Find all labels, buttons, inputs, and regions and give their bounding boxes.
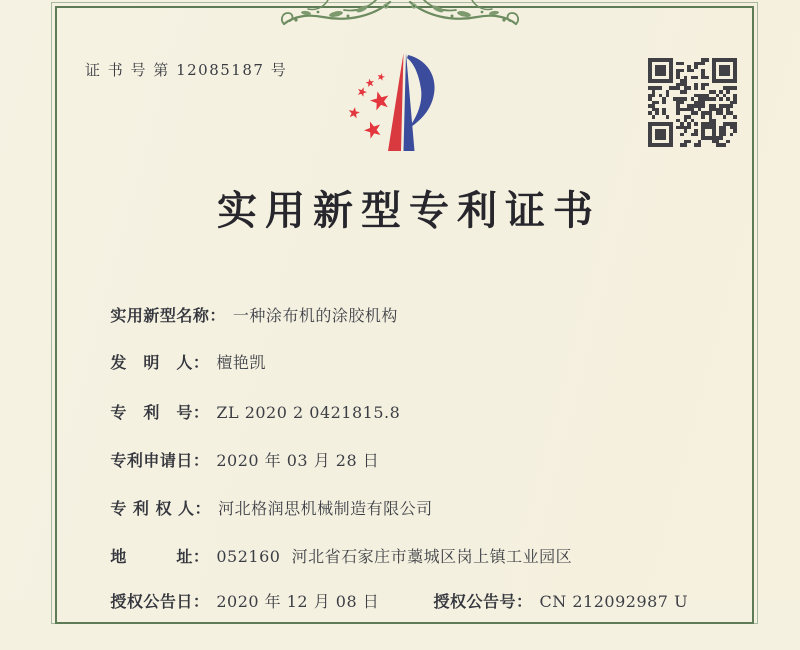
field-value: 檀艳凯 <box>216 353 266 372</box>
field-label: 专利申请日： <box>110 451 210 470</box>
field-value: ZL 2020 2 0421815.8 <box>216 403 401 422</box>
field-value: 2020 年 12 月 08 日 <box>216 592 380 611</box>
field-row-grant-date <box>88 570 788 650</box>
logo-blue-wedge <box>404 53 415 151</box>
cnipa-logo <box>330 40 470 170</box>
logo-stars <box>348 72 392 140</box>
qr-code <box>648 58 737 147</box>
field-value: 一种涂布机的涂胶机构 <box>232 306 398 325</box>
field-label: 专 利 号： <box>110 403 210 422</box>
logo-red-wedge <box>388 53 404 151</box>
top-ornament-flourish <box>278 0 522 28</box>
certificate-title: 实用新型专利证书 <box>217 187 601 234</box>
field-value: 河北格润思机械制造有限公司 <box>218 499 433 518</box>
field-label: 发 明 人： <box>110 353 210 372</box>
field-row-grant-number <box>400 570 688 631</box>
field-value: 2020 年 03 月 28 日 <box>216 451 380 470</box>
field-value: 052160 河北省石家庄市藁城区岗上镇工业园区 <box>216 547 573 566</box>
field-label: 授权公告号： <box>433 592 533 611</box>
field-value: CN 212092987 U <box>539 592 689 611</box>
field-label: 地 址： <box>110 547 210 566</box>
field-label: 实用新型名称： <box>110 306 226 325</box>
certificate-number: 证 书 号 第 12085187 号 <box>85 61 288 79</box>
field-label: 授权公告日： <box>110 592 210 611</box>
field-label: 专 利 权 人： <box>110 499 212 518</box>
